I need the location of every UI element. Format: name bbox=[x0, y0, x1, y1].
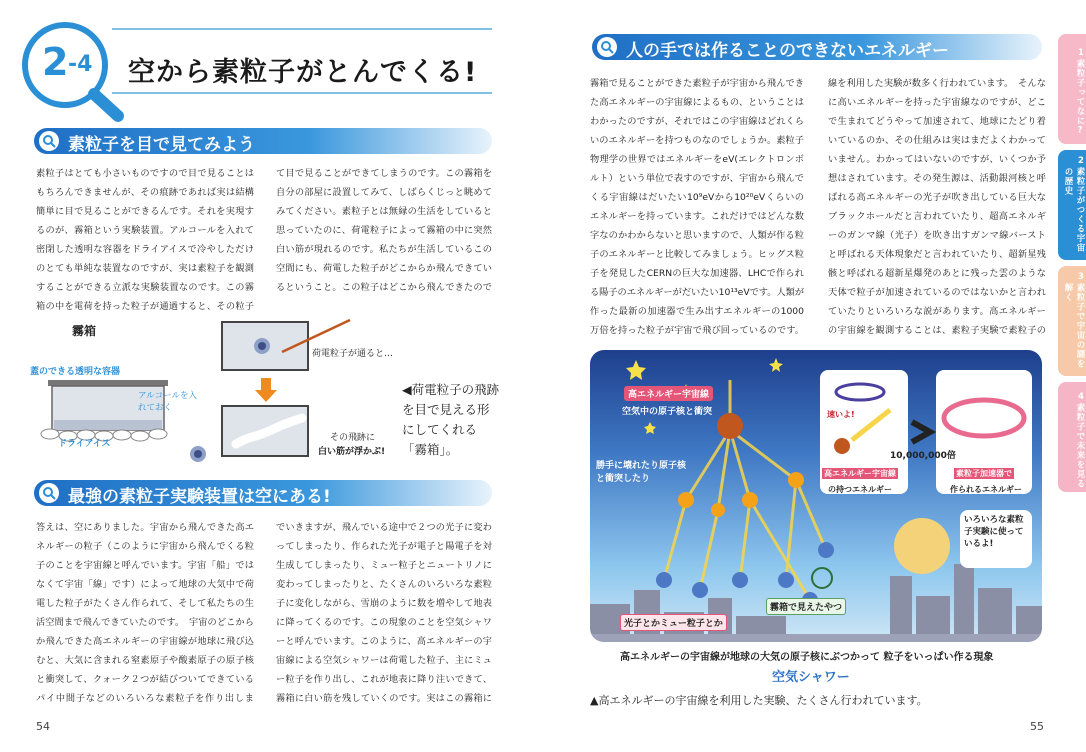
para1-col2: て目で見ることができてしまうのです。この霧箱を自分の部屋に設置してみて、しばらくじっと眺めてみてください。素粒子とは無縁の生活をしていると思っていたのに、荷電粒子によって霧箱の中に突然白い筋が現れるのです。私たちが生活しているこの空間にも、荷電した粒子がどこからか飛んできているということ。この粒子はどこから飛んできたので bbox=[276, 168, 492, 293]
tab-label: 素粒子がつくる宇宙の歴史 bbox=[1063, 167, 1085, 253]
page-number-right: 55 bbox=[1030, 720, 1044, 733]
tab-number: 4 bbox=[1076, 391, 1086, 403]
figure-label-kiribako: 霧箱 bbox=[72, 324, 97, 338]
magnifier-icon bbox=[39, 483, 59, 503]
tab-number: 3 bbox=[1076, 272, 1086, 283]
figure-label-track1: その飛跡に bbox=[330, 433, 376, 443]
para1-col1: 素粒子はとても小さいものですので目で見ることはもちろんできませんが、その痕跡であれば実は結構簡単に目で見ることができるんです。それを実現するのが、霧箱という実験装置。アルコールを入れて密閉した透明な容器をドライアイスで冷やしただけのとても単純な装置なのですが、実は素粒子を観測することができる立派な実験装置なのです。この霧箱の中を電荷を持った粒子が通過すると、その粒子 bbox=[36, 168, 254, 312]
label-collide: 空気中の原子核と衝突 bbox=[622, 407, 713, 417]
figure-label-track2: 白い筋が浮かぶ! bbox=[318, 447, 386, 457]
label-cosmic-energy-1: 高エネルギー宇宙線 bbox=[824, 469, 896, 478]
label-accelerator-2: 作られるエネルギー bbox=[950, 485, 1022, 494]
label-photons: 光子とかミュー粒子とか bbox=[620, 614, 727, 631]
para2-col1: 答えは、空にありました。宇宙から飛んできた高エネルギーの粒子（このように宇宙から飛んでくる粒子のことを宇宙線と呼んでいます。宇宙「船」ではなくて宇宙「線」です）によって地球の大気中で荷電した粒子がたくさん作られて、そして私たちの生活空間まで飛んできていたのです。 宇宙のどこからか飛んできた高エネルギーの宇宙線が地球に飛び込むと、大気に含まれる窒素原子や酸素原子の原子核と衝突して、クォーク２つが結びついてできているパイ中間子などのいろいろな素粒子を作り出しま bbox=[36, 522, 254, 704]
speech-bubble: いろいろな素粒子実験に使っているよ! bbox=[964, 515, 1024, 549]
para3-col1: 霧箱で見ることができた素粒子が宇宙から飛んできた高エネルギーの宇宙線によるもの、ということはわかったのですが、それではこの宇宙線はどれくらいのエネルギーを持つものなのでしょうか。素粒子物理学の世界ではエネルギーをeV(エレクトロンボルト）という単位で表すのですが、宇宙から飛んでくる宇宙線はだいたい10⁹eVから10²⁰eVくらいのエネルギーを持っています。これだけではどんな数字なのかわからないと思いますので、人類が作る粒子のエネルギーと比較してみましょう。ヒッグス粒子を発見したCERNの巨大な加速器、LHCで作られる陽子のエネルギーがだいたい10¹³eVです。人類が作った最新の加速器で生み出すエネルギーの1000万倍を持った粒子が宇宙で飛び回っているのです。 bbox=[590, 78, 804, 336]
page-title: 空から素粒子がとんでくる! bbox=[128, 57, 478, 88]
label-cosmic-energy-2: の持つエネルギー bbox=[828, 485, 892, 494]
cloud-chamber-figure bbox=[30, 318, 500, 478]
down-arrow-icon bbox=[254, 378, 278, 402]
para2-col2: でいきますが、飛んでいる途中で２つの光子に変わってしまったり、作られた光子が電子と陽電子を対生成してしまったり、ミュー粒子とニュートリノに変わってしまったりと、たくさんのいろいろな素粒子に変化しながら、雪崩のように数を増やして地表に降ってくるのです。この現象のことを空気シャワーと呼んでいます。このように、高エネルギーの宇宙線による空気シャワーは荷電した粒子、主にミュー粒子を作り出し、これが地表に降り注いできて、霧箱に白い筋を残していくのです。実はこの霧箱に bbox=[276, 522, 492, 704]
heading-human-energy bbox=[592, 34, 1042, 60]
heading-see-particles bbox=[34, 128, 492, 154]
figure-label-container: 蓋のできる透明な容器 bbox=[30, 367, 121, 377]
bottom-caption: ▲高エネルギーの宇宙線を利用した実験、たくさん行われています。 bbox=[590, 694, 928, 707]
side-tab-2[interactable] bbox=[1058, 150, 1086, 260]
magnifier-icon bbox=[597, 37, 617, 57]
side-tab-3[interactable] bbox=[1058, 266, 1086, 376]
label-ratio: 10,000,000倍 bbox=[890, 451, 956, 461]
heading-strongest-experiment bbox=[34, 480, 492, 506]
title-rule bbox=[112, 28, 492, 30]
section-number: 2 bbox=[42, 40, 69, 84]
tab-label: 素粒子ってなに? bbox=[1075, 58, 1085, 137]
tab-number: 1 bbox=[1076, 47, 1086, 59]
figure-label-dryice: ドライアイス bbox=[58, 439, 111, 449]
tab-label: 素粒子で未来を見る bbox=[1075, 402, 1085, 489]
illustration-caption-title: 空気シャワー bbox=[772, 670, 850, 685]
tab-number: 2 bbox=[1076, 156, 1086, 167]
side-tab-4[interactable] bbox=[1058, 382, 1086, 492]
magnifier-icon bbox=[39, 131, 59, 151]
chamber-bottom-drawing bbox=[158, 404, 338, 474]
figure-label-alcohol: アルコールを入れておく bbox=[138, 391, 197, 413]
heading-text: 最強の素粒子実験装置は空にある! bbox=[68, 487, 331, 507]
heading-text: 人の手では作ることのできないエネルギー bbox=[626, 41, 949, 61]
air-shower-illustration bbox=[590, 350, 1042, 642]
label-accelerator-1: 素粒子加速器で bbox=[956, 469, 1012, 478]
title-rule-bottom bbox=[112, 92, 492, 94]
illustration-caption: 高エネルギーの宇宙線が地球の大気の原子核にぶつかって 粒子をいっぱい作る現象 bbox=[620, 652, 994, 663]
label-fast: 速いよ! bbox=[824, 408, 858, 421]
heading-text: 素粒子を目で見てみよう bbox=[68, 135, 255, 155]
label-cloudbox: 霧箱で見えたやつ bbox=[766, 598, 846, 615]
side-tab-1[interactable] bbox=[1058, 34, 1086, 144]
section-badge bbox=[22, 22, 108, 108]
side-caption: ◀荷電粒子の飛跡を目で見える形にしてくれる「霧箱」。 bbox=[402, 382, 500, 457]
tab-label: 素粒子で宇宙の謎を解く bbox=[1063, 283, 1085, 369]
label-cosmic-ray: 高エネルギー宇宙線 bbox=[624, 386, 713, 401]
para3-col2: 線を利用した実験が数多く行われています。 そんなに高いエネルギーを持った宇宙線なのですが、どこで生まれてどうやって加速されて、地球にたどり着いているのか、その仕組みは実はまだよくわかっていません。わかってはいないのですが、いくつか予想はされています。その発生源は、活動銀河核と呼ばれる高エネルギーの光子が吹き出している巨大なブラックホールだと言われていたり、超高エネルギーのガンマ線（光子）を吹き出すガンマ線バーストと呼ばれる天体現象だと言われていたり、超新星残骸と呼ばれる超新星爆発のあとに残った雲のような天体で粒子が加速されているのではないかと言われていたりといろいろな説があります。高エネルギーの宇宙線を観測することは、素粒子実験で素粒子の bbox=[828, 78, 1046, 336]
page-number-left: 54 bbox=[36, 720, 50, 733]
label-random: 勝手に壊れたり原子核と衝突したり bbox=[596, 461, 687, 484]
section-sub: -4 bbox=[68, 52, 93, 77]
figure-label-particle: 荷電粒子が通ると… bbox=[312, 349, 394, 359]
